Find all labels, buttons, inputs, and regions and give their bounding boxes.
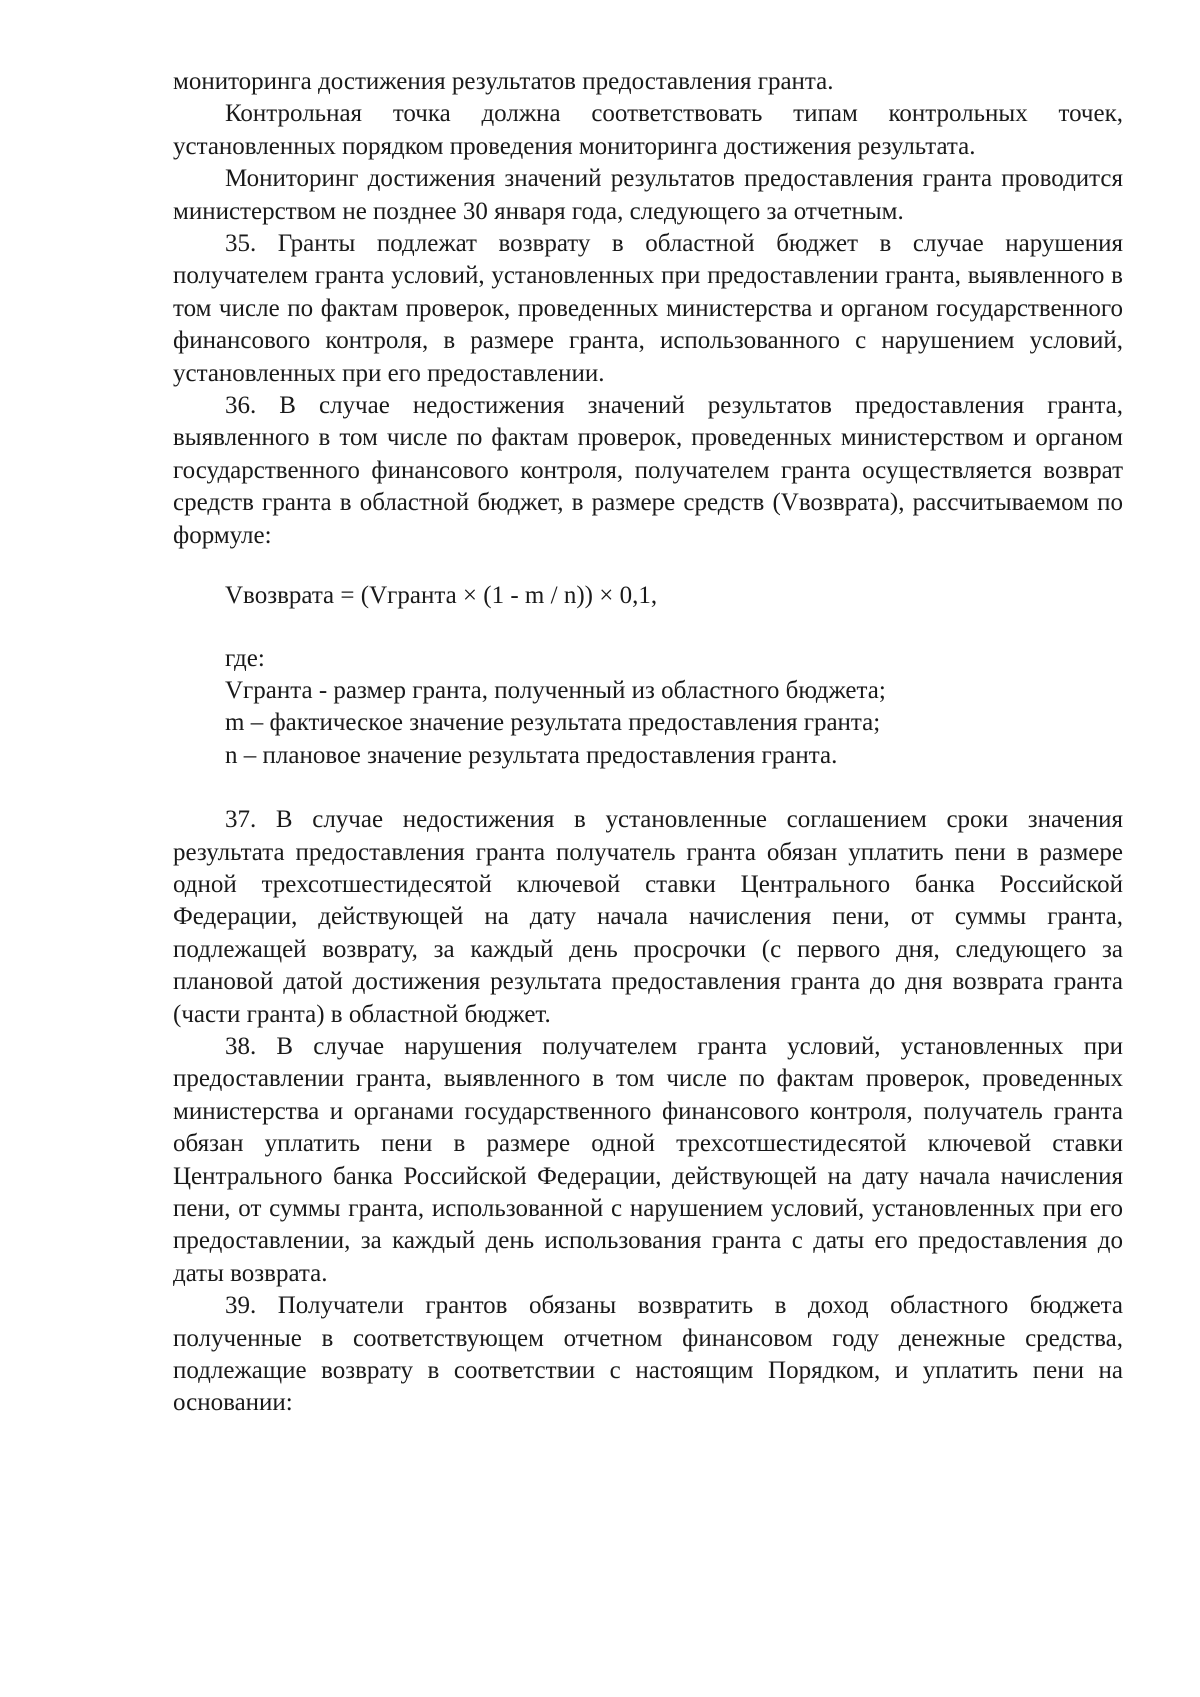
spacer [173,552,1123,580]
refund-formula: Vвозврата = (Vгранта × (1 - m / n)) × 0,1, [225,582,658,610]
definition-v-grant: Vгранта - размер гранта, полученный из областного бюджета; [225,676,886,704]
spacer [173,772,1123,804]
paragraph-36: 36. В случае недостижения значений результатов предоставления гранта, выявленного в том числе по фактам проверок, проведенных министерством и органом государственного финансового контроля, получателем гранта осуществляется возврат средств гранта в областной бюджет, в размере средств (Vвозврата), рассчитываемом по формуле: [173,392,1123,549]
paragraph-monitoring: Мониторинг достижения значений результатов предоставления гранта проводится министерством не позднее 30 января года, следующего за отчетным. [173,165,1123,225]
definition-m: m – фактическое значение результата предоставления гранта; [225,709,881,737]
paragraph-continuation: мониторинга достижения результатов предоставления гранта. [173,68,834,95]
paragraph-37: 37. В случае недостижения в установленные соглашением сроки значения результата предоставления гранта получатель гранта обязан уплатить пени в размере одной трехсотшестидесятой ключевой ставки Центрального банка Российской Федерации, действующей на дату начала начисления пени, от суммы гранта, подлежащей возврату, за каждый день просрочки (с первого дня, следующего за плановой датой достижения результата предоставления гранта до дня возврата гранта (части гранта) в областной бюджет. [173,806,1123,1028]
definition-n: n – плановое значение результата предоставления гранта. [225,741,838,769]
paragraph-39: 39. Получатели грантов обязаны возвратить в доход областного бюджета полученные в соответствующем отчетном финансовом году денежные средства, подлежащие возврату в соответствии с настоящим Порядком, и уплатить пени на основании: [173,1292,1123,1417]
paragraph-control-point: Контрольная точка должна соответствовать типам контрольных точек, установленных порядком проведения мониторинга достижения результата. [173,100,1123,160]
paragraph-35: 35. Гранты подлежат возврату в областной бюджет в случае нарушения получателем гранта условий, установленных при предоставлении гранта, выявленного в том числе по фактам проверок, проведенных министерства и органом государственного финансового контроля, в размере гранта, использованного с нарушением условий, установленных при его предоставлении. [173,230,1123,387]
definitions-where: где: [225,644,265,672]
document-body [173,66,1123,1420]
spacer [173,613,1123,643]
paragraph-38: 38. В случае нарушения получателем гранта условий, установленных при предоставлении гранта, выявленного в том числе по фактам проверок, проведенных министерства и органами государственного финансового контроля, получатель гранта обязан уплатить пени в размере одной трехсотшестидесятой ключевой ставки Центрального банка Российской Федерации, действующей на дату начала начисления пени, от суммы гранта, использованной с нарушением условий, установленных при его предоставлении, за каждый день использования гранта с даты его предоставления до даты возврата. [173,1032,1123,1287]
